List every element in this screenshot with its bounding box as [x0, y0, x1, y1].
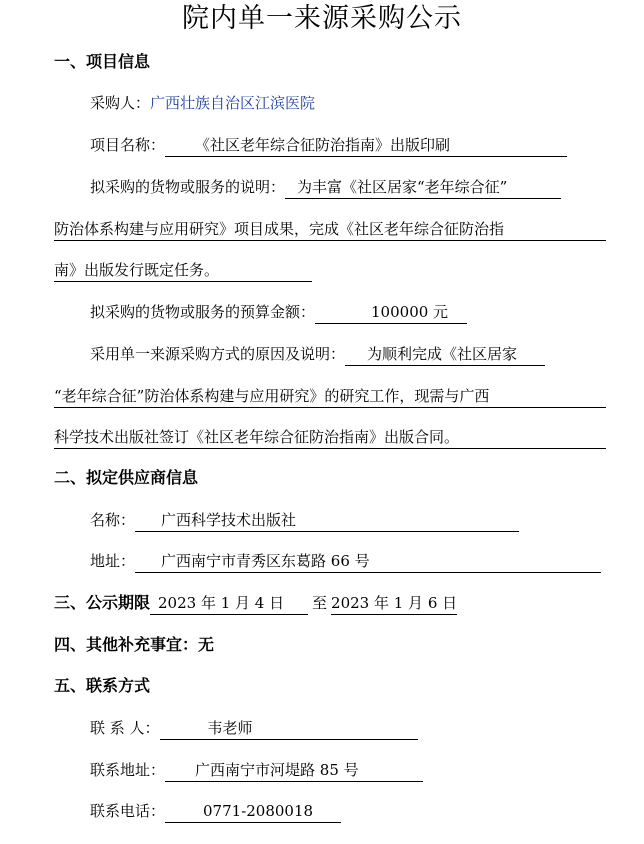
description-row-3 [54, 260, 312, 282]
reason-line-3: 科学技术出版社签订《社区老年综合征防治指南》出版合同。 [54, 427, 606, 449]
supplier-address-row [90, 551, 601, 573]
description-row-1 [90, 177, 561, 199]
reason-row-3 [54, 427, 606, 449]
supplier-name-value: 广西科学技术出版社 [135, 510, 519, 532]
notice-start-date: 2023 年 1 月 4 日 [150, 593, 308, 615]
contact-address-value: 广西南宁市河堤路 85 号 [165, 760, 423, 782]
project-name-label: 项目名称： [90, 136, 166, 154]
description-label: 拟采购的货物或服务的说明： [90, 178, 286, 196]
section-heading-notice-period: 三、公示期限 [54, 593, 151, 612]
supplier-address-label: 地址： [90, 552, 136, 570]
contact-person-label: 联 系 人： [90, 719, 160, 737]
notice-end-date: 2023 年 1 月 6 日 [331, 593, 457, 615]
section-heading-project-info: 一、项目信息 [54, 52, 151, 71]
budget-row [90, 302, 467, 324]
reason-row-2 [54, 386, 606, 408]
contact-person-value: 韦老师 [160, 718, 418, 740]
description-line-2: 防治体系构建与应用研究》项目成果，完成《社区老年综合征防治指 [54, 219, 606, 241]
purchaser-label: 采购人： [90, 94, 151, 112]
contact-phone-label: 联系电话： [90, 802, 166, 820]
notice-to-text: 至 [312, 594, 328, 612]
section-heading-supplier-info: 二、拟定供应商信息 [54, 468, 199, 487]
budget-value: 100000 元 [315, 302, 467, 324]
supplier-name-row [90, 510, 519, 532]
reason-line-1: 为顺利完成《社区居家 [345, 344, 545, 366]
project-name-value: 《社区老年综合征防治指南》出版印刷 [165, 135, 567, 157]
project-name-row [90, 135, 567, 157]
contact-person-row [90, 718, 418, 740]
description-line-3: 南》出版发行既定任务。 [54, 260, 312, 282]
reason-line-2: “老年综合征”防治体系构建与应用研究》的研究工作，现需与广西 [54, 386, 606, 408]
section-heading-other-matters: 四、其他补充事宜：无 [54, 635, 215, 654]
description-row-2 [54, 219, 606, 241]
contact-address-row [90, 760, 423, 782]
supplier-name-label: 名称： [90, 511, 136, 529]
contact-phone-row [90, 801, 341, 823]
supplier-address-value: 广西南宁市青秀区东葛路 66 号 [135, 551, 601, 573]
contact-phone-value: 0771-2080018 [165, 801, 341, 823]
contact-address-label: 联系地址： [90, 761, 166, 779]
page-title: 院内单一来源采购公示 [182, 3, 462, 34]
purchaser-row [90, 93, 315, 113]
description-line-1: 为丰富《社区居家“老年综合征” [285, 177, 561, 199]
reason-label: 采用单一来源采购方式的原因及说明： [90, 345, 346, 363]
reason-row-1 [90, 344, 545, 366]
section-heading-contact: 五、联系方式 [54, 676, 151, 695]
budget-label: 拟采购的货物或服务的预算金额： [90, 303, 316, 321]
notice-period-row [54, 593, 457, 615]
purchaser-value: 广西壮族自治区江滨医院 [150, 94, 316, 112]
